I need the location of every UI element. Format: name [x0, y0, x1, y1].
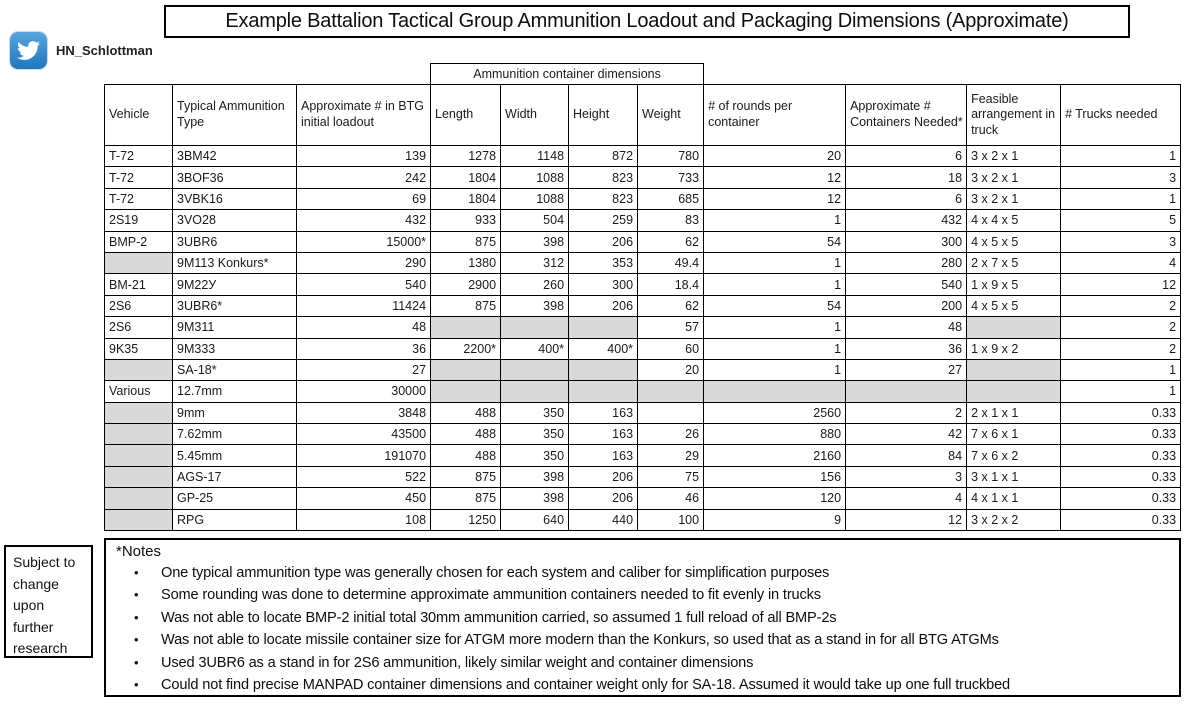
table-cell	[967, 317, 1061, 338]
table-cell: 191070	[297, 445, 431, 466]
table-cell: 49.4	[638, 252, 704, 273]
table-cell: 5.45mm	[173, 445, 297, 466]
table-cell: 540	[297, 274, 431, 295]
table-cell: 280	[846, 252, 967, 273]
table-cell: 43500	[297, 424, 431, 445]
twitter-handle: HN_Schlottman	[56, 43, 153, 58]
table-cell	[501, 381, 569, 402]
table-cell: 60	[638, 338, 704, 359]
table-cell: 823	[569, 167, 638, 188]
table-cell: 875	[431, 231, 501, 252]
table-cell: 440	[569, 509, 638, 530]
table-row	[105, 509, 1181, 530]
table-cell: 350	[501, 402, 569, 423]
table-row	[105, 359, 1181, 380]
table-cell: 3 x 2 x 2	[967, 509, 1061, 530]
notes-box	[104, 538, 1181, 697]
table-cell: 163	[569, 445, 638, 466]
table-cell: 875	[431, 488, 501, 509]
table-cell	[105, 466, 173, 487]
container-dimensions-group-header: Ammunition container dimensions	[431, 64, 704, 85]
table-cell: 872	[569, 146, 638, 167]
table-cell	[501, 359, 569, 380]
table-cell: 300	[846, 231, 967, 252]
column-header: Approximate # in BTG initial loadout	[297, 85, 431, 146]
table-cell: 5	[1061, 210, 1181, 231]
table-cell: 400*	[501, 338, 569, 359]
table-cell: 3 x 2 x 1	[967, 146, 1061, 167]
table-cell: 488	[431, 402, 501, 423]
table-cell: 733	[638, 167, 704, 188]
table-cell: 9M22У	[173, 274, 297, 295]
table-cell: 9K35	[105, 338, 173, 359]
table-cell: 120	[704, 488, 846, 509]
table-cell: 57	[638, 317, 704, 338]
table-cell: 1	[704, 252, 846, 273]
table-cell	[105, 359, 173, 380]
table-cell: 4	[846, 488, 967, 509]
table-row	[105, 317, 1181, 338]
table-row	[105, 488, 1181, 509]
table-cell: 9mm	[173, 402, 297, 423]
table-cell: 46	[638, 488, 704, 509]
table-cell: 3BOF36	[173, 167, 297, 188]
table-cell	[105, 445, 173, 466]
table-cell: 260	[501, 274, 569, 295]
table-cell: 1380	[431, 252, 501, 273]
table-row	[105, 231, 1181, 252]
table-cell: 26	[638, 424, 704, 445]
table-row	[105, 338, 1181, 359]
table-cell: 9M311	[173, 317, 297, 338]
table-cell: 206	[569, 488, 638, 509]
table-cell: 36	[846, 338, 967, 359]
table-cell: 488	[431, 445, 501, 466]
table-cell: 3 x 2 x 1	[967, 188, 1061, 209]
table-cell: 2 x 7 x 5	[967, 252, 1061, 273]
table-cell: 1804	[431, 167, 501, 188]
column-header: Vehicle	[105, 85, 173, 146]
table-cell: 2160	[704, 445, 846, 466]
table-cell: 432	[846, 210, 967, 231]
table-cell: 9M113 Konkurs*	[173, 252, 297, 273]
table-cell: 36	[297, 338, 431, 359]
table-cell	[569, 381, 638, 402]
column-header: Feasible arrangement in truck	[967, 85, 1061, 146]
table-cell	[105, 424, 173, 445]
table-cell: 880	[704, 424, 846, 445]
table-cell: 156	[704, 466, 846, 487]
table-cell: 42	[846, 424, 967, 445]
table-cell: 432	[297, 210, 431, 231]
table-cell	[431, 317, 501, 338]
table-cell: 27	[297, 359, 431, 380]
table-cell: GP-25	[173, 488, 297, 509]
column-header: Approximate # Containers Needed*	[846, 85, 967, 146]
table-cell: 0.33	[1061, 466, 1181, 487]
table-cell: 242	[297, 167, 431, 188]
table-cell: 6	[846, 188, 967, 209]
table-cell: 9M333	[173, 338, 297, 359]
column-header: # Trucks needed	[1061, 85, 1181, 146]
table-cell: 1	[1061, 359, 1181, 380]
group-row-spacer-right	[704, 64, 1181, 85]
table-cell: 1	[704, 274, 846, 295]
table-cell: 83	[638, 210, 704, 231]
table-cell	[431, 359, 501, 380]
table-row	[105, 210, 1181, 231]
table-cell: 2S6	[105, 295, 173, 316]
table-cell: 30000	[297, 381, 431, 402]
table-cell: 2S6	[105, 317, 173, 338]
note-item: • Was not able to locate missile container size for ATGM more modern than the Konkurs, so used that as a stand in for all BTG ATGMs	[116, 629, 1173, 651]
table-cell: 540	[846, 274, 967, 295]
table-cell: 3UBR6*	[173, 295, 297, 316]
table-row	[105, 167, 1181, 188]
table-cell: 2560	[704, 402, 846, 423]
table-cell: 2	[1061, 295, 1181, 316]
table-cell: 163	[569, 424, 638, 445]
table-cell: 3848	[297, 402, 431, 423]
table-row	[105, 252, 1181, 273]
table-cell	[431, 381, 501, 402]
table-cell: 1	[704, 338, 846, 359]
table-cell: 823	[569, 188, 638, 209]
table-cell: 504	[501, 210, 569, 231]
table-cell: 4 x 5 x 5	[967, 231, 1061, 252]
note-item: • Was not able to locate BMP-2 initial total 30mm ammunition carried, so assumed 1 full reload of all BMP-2s	[116, 607, 1173, 629]
table-cell: 2900	[431, 274, 501, 295]
table-cell: 3	[1061, 167, 1181, 188]
table-cell: 290	[297, 252, 431, 273]
table-row	[105, 424, 1181, 445]
table-cell: 522	[297, 466, 431, 487]
table-cell: 1	[704, 359, 846, 380]
table-cell	[569, 359, 638, 380]
twitter-icon	[10, 32, 47, 69]
table-row	[105, 402, 1181, 423]
table-cell	[638, 402, 704, 423]
table-cell	[638, 381, 704, 402]
table-cell: 3	[846, 466, 967, 487]
table-cell: 2	[1061, 317, 1181, 338]
table-cell: 7.62mm	[173, 424, 297, 445]
table-row	[105, 188, 1181, 209]
table-row	[105, 445, 1181, 466]
table-cell: 3 x 2 x 1	[967, 167, 1061, 188]
table-cell: T-72	[105, 146, 173, 167]
notes-heading: *Notes	[116, 543, 162, 560]
table-cell: 353	[569, 252, 638, 273]
column-header: Height	[569, 85, 638, 146]
table-cell: T-72	[105, 188, 173, 209]
column-header: Width	[501, 85, 569, 146]
table-cell: 100	[638, 509, 704, 530]
table-row	[105, 466, 1181, 487]
twitter-bird-icon	[17, 39, 40, 62]
table-cell: 139	[297, 146, 431, 167]
table-cell: 0.33	[1061, 488, 1181, 509]
table-cell	[967, 359, 1061, 380]
table-cell: 48	[846, 317, 967, 338]
table-cell	[967, 381, 1061, 402]
table-cell: 12	[846, 509, 967, 530]
note-item: • Some rounding was done to determine approximate ammunition containers needed to fit evenly in trucks	[116, 584, 1173, 606]
table-cell	[704, 381, 846, 402]
table-cell: 350	[501, 424, 569, 445]
note-item: • Could not find precise MANPAD container dimensions and container weight only for SA-18. Assumed it would take up one full truckbed	[116, 674, 1173, 696]
table-row	[105, 274, 1181, 295]
table-cell: SA-18*	[173, 359, 297, 380]
table-row	[105, 295, 1181, 316]
table-cell: 2200*	[431, 338, 501, 359]
table-cell: T-72	[105, 167, 173, 188]
table-cell	[105, 252, 173, 273]
table-cell: 54	[704, 231, 846, 252]
table-row	[105, 146, 1181, 167]
table-cell: 1 x 9 x 5	[967, 274, 1061, 295]
table-cell: 7 x 6 x 2	[967, 445, 1061, 466]
table-cell: 200	[846, 295, 967, 316]
table-cell: 18.4	[638, 274, 704, 295]
table-cell: 6	[846, 146, 967, 167]
table-cell: 12	[704, 188, 846, 209]
table-cell: 206	[569, 466, 638, 487]
table-cell: 2	[846, 402, 967, 423]
table-cell: 398	[501, 466, 569, 487]
table-cell	[569, 317, 638, 338]
table-cell: AGS-17	[173, 466, 297, 487]
table-cell: 9	[704, 509, 846, 530]
table-cell: 780	[638, 146, 704, 167]
table-cell: 933	[431, 210, 501, 231]
table-cell: 640	[501, 509, 569, 530]
notes-list	[116, 562, 1173, 696]
table-cell: 3BM42	[173, 146, 297, 167]
container-dimensions-group-row	[105, 64, 1181, 85]
note-item: • Used 3UBR6 as a stand in for 2S6 ammunition, likely similar weight and container dimensions	[116, 652, 1173, 674]
table-cell: 15000*	[297, 231, 431, 252]
column-header: Weight	[638, 85, 704, 146]
table-cell: 84	[846, 445, 967, 466]
table-cell: 12	[1061, 274, 1181, 295]
table-cell: 3	[1061, 231, 1181, 252]
table-cell: 1	[1061, 188, 1181, 209]
table-cell: 350	[501, 445, 569, 466]
table-cell: 2	[1061, 338, 1181, 359]
table-cell: 75	[638, 466, 704, 487]
table-cell: 29	[638, 445, 704, 466]
table-cell: 4 x 5 x 5	[967, 295, 1061, 316]
table-cell: 685	[638, 188, 704, 209]
table-cell: 69	[297, 188, 431, 209]
table-cell: 0.33	[1061, 445, 1181, 466]
table-cell: 3VO28	[173, 210, 297, 231]
table-cell: 20	[704, 146, 846, 167]
table-cell: 4 x 4 x 5	[967, 210, 1061, 231]
table-cell: 1278	[431, 146, 501, 167]
table-cell	[105, 488, 173, 509]
table-cell: 3 x 1 x 1	[967, 466, 1061, 487]
table-cell: 12	[704, 167, 846, 188]
table-cell: 0.33	[1061, 424, 1181, 445]
table-cell: 4	[1061, 252, 1181, 273]
side-note: Subject to change upon further research	[4, 545, 93, 658]
table-cell: 0.33	[1061, 509, 1181, 530]
group-row-spacer-left	[105, 64, 431, 85]
table-cell: 62	[638, 295, 704, 316]
table-cell: 1250	[431, 509, 501, 530]
table-cell: 1	[704, 210, 846, 231]
table-cell: 2 x 1 x 1	[967, 402, 1061, 423]
table-cell: 1 x 9 x 2	[967, 338, 1061, 359]
table-cell: 206	[569, 231, 638, 252]
table-cell: 3VBK16	[173, 188, 297, 209]
table-cell: 3UBR6	[173, 231, 297, 252]
table-cell: 206	[569, 295, 638, 316]
table-cell: 1	[704, 317, 846, 338]
table-cell: 450	[297, 488, 431, 509]
table-cell: 62	[638, 231, 704, 252]
table-cell: 1088	[501, 167, 569, 188]
table-cell: 875	[431, 466, 501, 487]
table-cell: 1088	[501, 188, 569, 209]
table-cell: 20	[638, 359, 704, 380]
table-cell: Various	[105, 381, 173, 402]
table-cell: 12.7mm	[173, 381, 297, 402]
table-cell: 18	[846, 167, 967, 188]
table-cell: 108	[297, 509, 431, 530]
column-header: Typical Ammunition Type	[173, 85, 297, 146]
table-cell: 1	[1061, 381, 1181, 402]
table-cell: 163	[569, 402, 638, 423]
table-cell: 1804	[431, 188, 501, 209]
table-cell: 398	[501, 488, 569, 509]
ammunition-table	[104, 63, 1181, 531]
table-cell	[846, 381, 967, 402]
table-cell: 400*	[569, 338, 638, 359]
table-body	[105, 146, 1181, 531]
table-cell: 54	[704, 295, 846, 316]
column-header: # of rounds per container	[704, 85, 846, 146]
table-cell: 312	[501, 252, 569, 273]
table-cell: BMP-2	[105, 231, 173, 252]
table-cell: RPG	[173, 509, 297, 530]
table-cell: 1148	[501, 146, 569, 167]
note-item: • One typical ammunition type was generally chosen for each system and caliber for simplification purposes	[116, 562, 1173, 584]
table-cell: 875	[431, 295, 501, 316]
table-cell	[105, 402, 173, 423]
table-cell: 1	[1061, 146, 1181, 167]
table-cell: 7 x 6 x 1	[967, 424, 1061, 445]
table-cell: 300	[569, 274, 638, 295]
table-cell: 398	[501, 295, 569, 316]
table-cell	[105, 509, 173, 530]
table-cell: 2S19	[105, 210, 173, 231]
table-cell: 488	[431, 424, 501, 445]
table-row	[105, 381, 1181, 402]
table-cell: 11424	[297, 295, 431, 316]
table-cell	[501, 317, 569, 338]
page-title: Example Battalion Tactical Group Ammunition Loadout and Packaging Dimensions (Approximate)	[164, 5, 1130, 38]
table-cell: 27	[846, 359, 967, 380]
table-cell: 0.33	[1061, 402, 1181, 423]
table-cell: BM-21	[105, 274, 173, 295]
table-cell: 259	[569, 210, 638, 231]
column-header: Length	[431, 85, 501, 146]
table-cell: 398	[501, 231, 569, 252]
table-header-row	[105, 85, 1181, 146]
table-cell: 4 x 1 x 1	[967, 488, 1061, 509]
table-cell: 48	[297, 317, 431, 338]
